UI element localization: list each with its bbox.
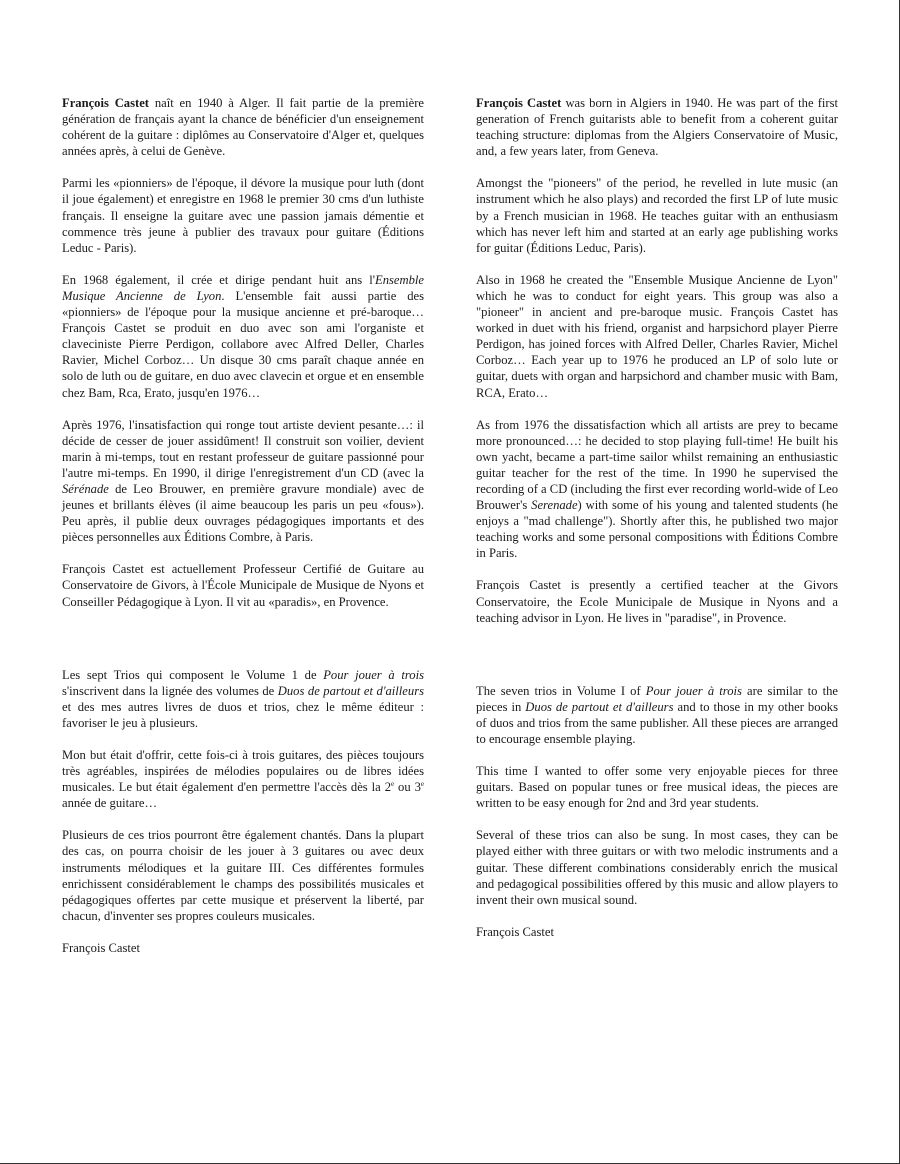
english-column [476,95,838,940]
en-bio-paragraph-1: François Castet was born in Algiers in 1940. He was part of the first generation of French guitarists able to benefit from a coherent guitar teaching structure: diplomas from the Algiers Conservatoire of Music, and, a few years later, from Geneva. [476,96,838,159]
fr-signature: François Castet [62,940,140,955]
fr-book-title: Pour jouer à trois [323,667,424,682]
fr-intro-paragraph-2: Mon but était d'offrir, cette fois-ci à trois guitares, des pièces toujours très agréables, inspirées de mélodies populaires ou de libres idées musicales. Le but était également d'en permettre l'accès dès la 2e ou 3e année de guitare… [62,748,425,811]
en-intro-paragraph-2: This time I wanted to offer some very enjoyable pieces for three guitars. Based on popular tunes or free musical ideas, the pieces are written to be easy enough for 2nd and 3rd year students. [476,764,838,811]
section-gap [476,642,838,683]
fr-serenade-title: Sérénade [62,481,109,496]
fr-intro-paragraph-3: Plusieurs de ces trios pourront être également chantés. Dans la plupart des cas, on pourra choisir de les jouer à 3 guitares ou avec deux instruments mélodiques et la guitare III. Ces différentes formules enrichissent considérablement le champs des possibilités musicales et pédagogiques offertes par cette musique et préservent la liberté, par chacun, d'inventer ses propres couleurs musicales. [62,828,424,923]
en-bio-paragraph-4: As from 1976 the dissatisfaction which all artists are prey to became more pronounced…: he decided to stop playing full-time! He built his own yacht, became a part-time sailor whilst remaining an enthusiastic guitar teacher for the rest of the time. In 1990 he supervised the recording of a CD (including the first ever recording world-wide of Leo Brouwer's Serenade) with some of his young and talented students (he enjoys a "mad challenge"). Shortly after this, he published two major teaching works and some personal compositions with Éditions Combre in Paris. [476,417,838,561]
en-intro-paragraph-1: The seven trios in Volume I of Pour jouer à trois are similar to the pieces in Duos de partout et d'ailleurs and to those in my other books of duos and trios from the same publisher. All these pieces are arranged to encourage ensemble playing. [476,683,838,746]
section-gap [62,626,424,667]
fr-bio-paragraph-3: En 1968 également, il crée et dirige pendant huit ans l'Ensemble Musique Ancienne de Lyon. L'ensemble fait aussi partie des «pionniers» de l'époque pour la musique ancienne et pré-baroque… François Castet se produit en duo avec son ami l'organiste et claveciniste Pierre Perdigon, collabore avec Alfred Deller, Charles Ravier, Michel Corboz… Un disque 30 cms paraît chaque année en solo de luth ou de guitare, en duo avec clavecin et orgue et en ensemble chez Bam, Rca, Erato, jusqu'en 1976… [62,272,425,400]
fr-duos-title: Duos de partout et d'ailleurs [277,683,424,698]
fr-intro-paragraph-1: Les sept Trios qui composent le Volume 1 de Pour jouer à trois s'inscrivent dans la lignée des volumes de Duos de partout et d'ailleurs et des mes autres livres de duos et trios, chez le même éditeur : favoriser le jeu à plusieurs. [62,667,424,730]
fr-ensemble-title: Ensemble Musique Ancienne de Lyon [62,272,424,303]
fr-bio-paragraph-1: François Castet naît en 1940 à Alger. Il fait partie de la première génération de français ayant la chance de bénéficier d'un enseignement cohérent de la guitare : diplômes au Conservatoire d'Alger et, quelques années après, à celui de Genève. [62,96,424,159]
en-duos-title: Duos de partout et d'ailleurs [525,699,674,714]
fr-author-name: François Castet [62,96,149,110]
en-bio-paragraph-3: Also in 1968 he created the "Ensemble Musique Ancienne de Lyon" which he was to conduct for eight years. This group was also a "pioneer" in ancient and pre-baroque music. François Castet has worked in duet with his friend, organist and harpsichord player Pierre Perdigon, has joined forces with Alfred Deller, Charles Ravier, Michel Corboz… Each year up to 1976 he produced an LP of solo lute or guitar, duets with organ and harpsichord and chamber music with Bam, RCA, Erato… [476,272,838,400]
en-book-title: Pour jouer à trois [645,683,742,698]
en-intro-paragraph-3: Several of these trios can also be sung. In most cases, they can be played either with three guitars or with two melodic instruments and a guitar. These different combinations considerably enrich the musical and pedagogical possibilities offered by this music and allow players to invent their own musical sound. [476,828,838,907]
fr-bio-paragraph-5: François Castet est actuellement Professeur Certifié de Guitare au Conservatoire de Givors, à l'École Municipale de Musique de Nyons et Conseiller Pédagogique à Lyon. Il vit au «paradis», en Provence. [62,562,424,609]
en-bio-paragraph-2: Amongst the "pioneers" of the period, he revelled in lute music (an instrument which he also plays) and recorded the first LP of lute music by a French musician in 1968. He teaches guitar with an enthusiasm which has never left him and started at an early age publishing works for guitar (Éditions Leduc, Paris). [476,176,838,255]
fr-bio-paragraph-4: Après 1976, l'insatisfaction qui ronge tout artiste devient pesante…: il décide de cesser de jouer assidûment! Il construit son voilier, devient marin à mi-temps, tout en restant professeur de guitare passionné pour l'autre mi-temps. En 1990, il dirige l'enregistrement d'un CD (avec la Sérénade de Leo Brouwer, en première gravure mondiale) avec de jeunes et brillants élèves (il aime beaucoup les paris un peu «fous»). Peu après, il publie deux ouvrages pédagogiques importants et des pièces personnelles aux Éditions Combre, à Paris. [62,417,424,545]
fr-bio-paragraph-2: Parmi les «pionniers» de l'époque, il dévore la musique pour luth (dont il joue également) et enregistre en 1968 le premier 30 cms d'un luthiste français. Il enseigne la guitare avec une passion jamais démentie et commence très jeune à publier des travaux pour guitare (Éditions Leduc - Paris). [62,176,424,255]
en-bio-paragraph-5: François Castet is presently a certified teacher at the Givors Conservatoire, the Ecole Municipale de Musique in Nyons and a teaching advisor in Lyon. He lives in "paradise", in Provence. [476,578,838,625]
en-signature: François Castet [476,924,554,939]
en-serenade-title: Serenade [531,498,578,513]
french-column [62,95,424,956]
en-author-name: François Castet [476,96,562,110]
